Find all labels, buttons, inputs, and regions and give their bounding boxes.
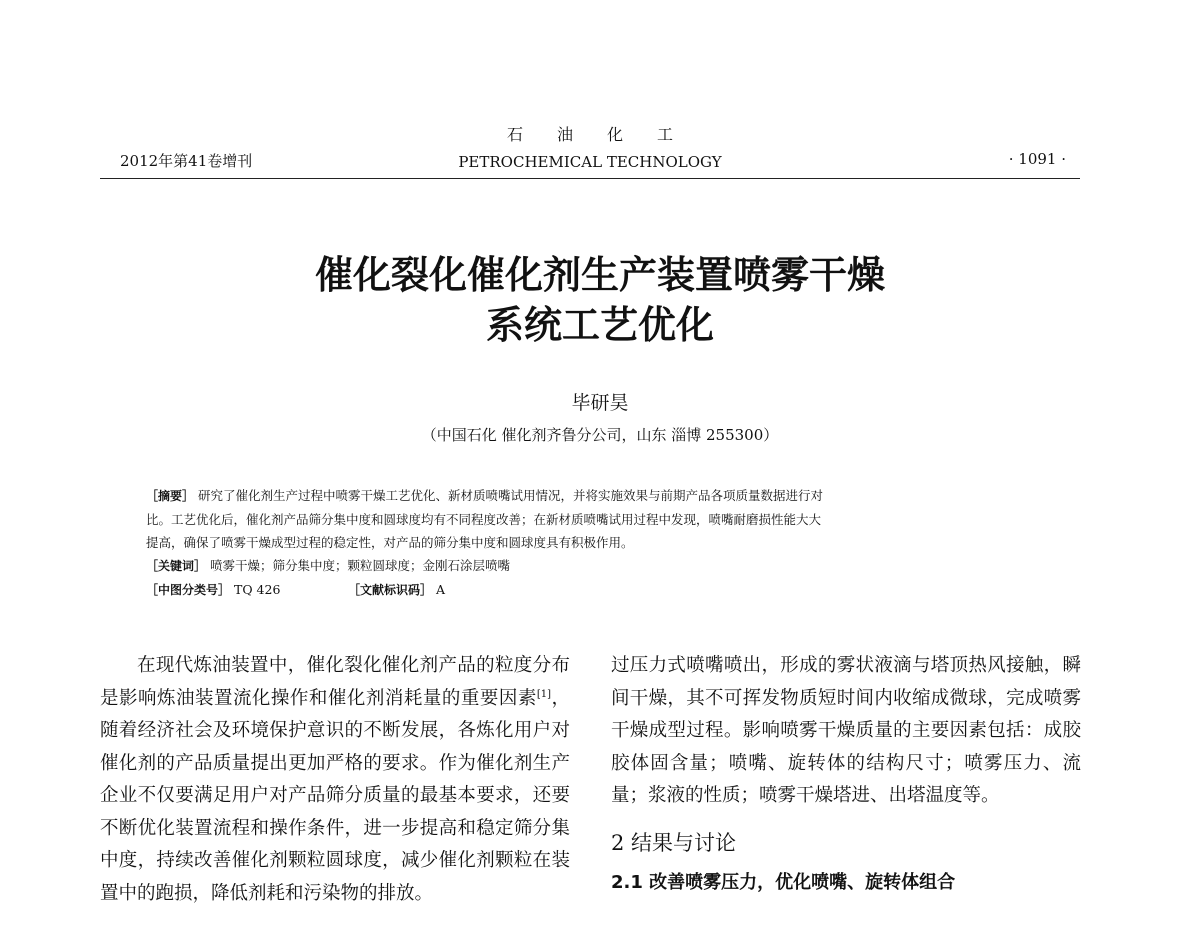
header-rule [100,178,1080,179]
paragraph [100,650,570,910]
abstract-text-1: 研究了催化剂生产过程中喷雾干燥工艺优化、新材质喷嘴试用情况，并将实施效果与前期产品各项质量数据进行对 [198,488,824,503]
keywords-line [146,554,1046,578]
citation[interactable]: [1] [536,688,551,700]
cls-label: ［中图分类号］ [146,583,231,597]
abstract-line [146,484,1046,508]
subsection-heading: 2.1 改善喷雾压力，优化喷嘴、旋转体组合 [611,872,956,893]
journal-name [100,122,1080,171]
doc-label: ［文献标识码］ [347,583,432,597]
title-line-2: 系统工艺优化 [485,303,714,347]
body-column-right [611,650,1081,900]
article-title [0,250,1200,350]
page-header [100,122,1080,182]
abstract-label: ［摘要］ [146,489,195,503]
author: 毕研昊 [571,392,629,414]
abstract-line: 比。工艺优化后，催化剂产品筛分集中度和圆球度均有不同程度改善；在新材质喷嘴试用过程中发现，喷嘴耐磨损性能大大 [146,512,822,527]
title-line-1: 催化裂化催化剂生产装置喷雾干燥 [314,253,885,297]
cls-code: TQ 426 [234,582,281,597]
doc-code: A [435,582,446,597]
journal-issue: 2012年第41卷增刊 [120,152,253,170]
paragraph-text: 在现代炼油装置中，催化裂化催化剂产品的粒度分布是影响炼油装置流化操作和催化剂消耗量的重要因素 [100,655,570,709]
abstract-line: 提高，确保了喷雾干燥成型过程的稳定性，对产品的筛分集中度和圆球度具有积极作用。 [146,535,634,550]
keywords-label: ［关键词］ [146,559,207,573]
body-column-left [100,650,570,910]
journal-name-cn: 石油化工 [506,125,707,144]
abstract [146,484,1046,602]
keywords: 喷雾干燥；筛分集中度；颗粒圆球度；金刚石涂层喷嘴 [210,558,511,573]
paragraph: 过压力式喷嘴喷出，形成的雾状液滴与塔顶热风接触，瞬间干燥，其不可挥发物质短时间内收缩成微球，完成喷雾干燥成型过程。影响喷雾干燥质量的主要因素包括：成胶胶体固含量；喷嘴、旋转体的结构尺寸；喷雾压力、流量；浆液的性质；喷雾干燥塔进、出塔温度等。 [611,655,1081,806]
section-heading: 2 结果与讨论 [611,830,737,855]
paragraph-text: ，随着经济社会及环境保护意识的不断发展，各炼化用户对催化剂的产品质量提出更加严格的要求。作为催化剂生产企业不仅要满足用户对产品筛分质量的最基本要求，还要不断优化装置流程和操作条件，进一步提高和稳定筛分集中度，持续改善催化剂颗粒圆球度，减少催化剂颗粒在装置中的跑损，降低剂耗和污染物的排放。 [100,687,570,904]
affiliation: （中国石化 催化剂齐鲁分公司，山东 淄博 255300） [421,426,779,444]
classification-line [146,578,1046,602]
journal-name-en: PETROCHEMICAL TECHNOLOGY [458,153,722,171]
page-number: · 1091 · [1008,150,1066,168]
